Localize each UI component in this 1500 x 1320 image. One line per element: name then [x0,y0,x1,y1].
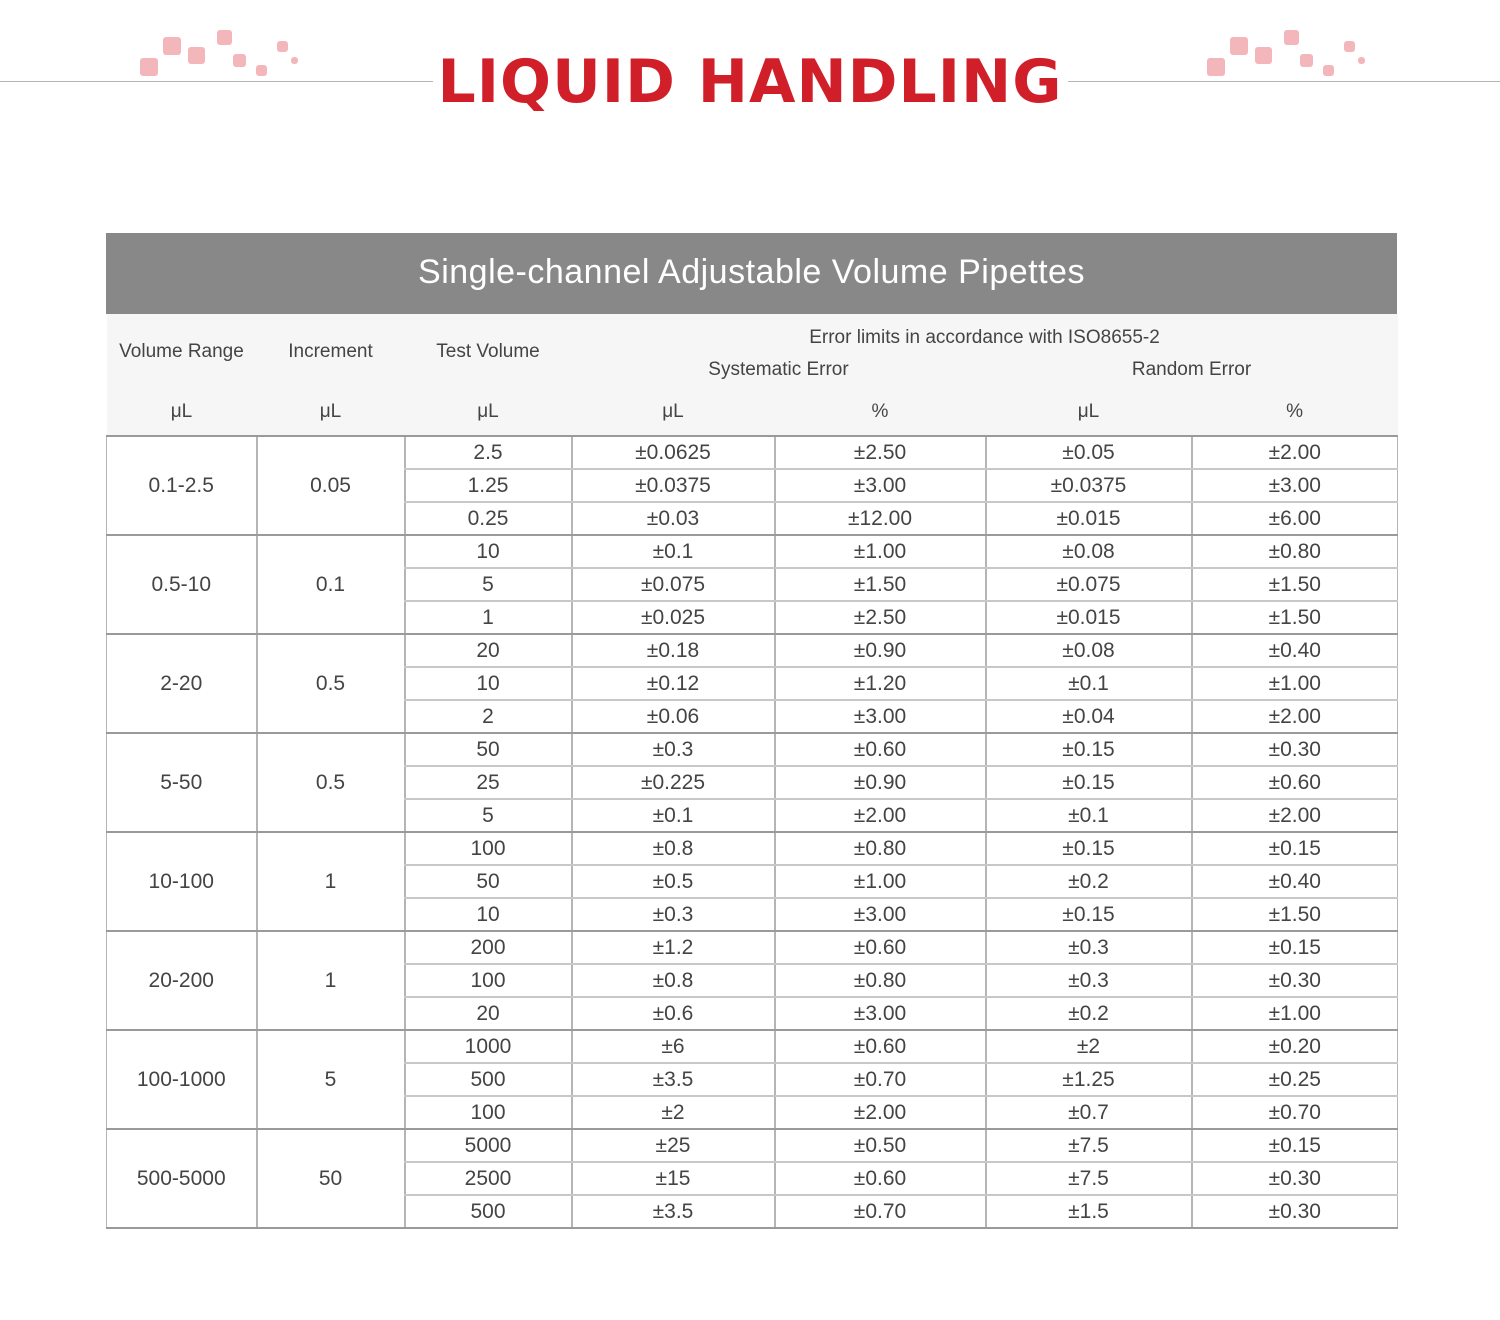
cell-systematic-pct: ±0.60 [775,733,986,766]
cell-random-pct: ±0.40 [1192,865,1398,898]
cell-random-pct: ±0.40 [1192,634,1398,667]
cell-test-volume: 5000 [405,1129,572,1162]
cell-increment: 1 [257,832,405,931]
cell-random-ul: ±0.3 [986,964,1192,997]
cell-random-ul: ±0.08 [986,634,1192,667]
table-title: Single-channel Adjustable Volume Pipettes [106,233,1397,314]
cell-test-volume: 1000 [405,1030,572,1063]
cell-systematic-pct: ±1.50 [775,568,986,601]
cell-systematic-pct: ±12.00 [775,502,986,535]
cell-systematic-pct: ±0.50 [775,1129,986,1162]
cell-volume-range: 5-50 [107,733,257,832]
unit-random-pct: % [1192,389,1398,436]
cell-systematic-ul: ±3.5 [572,1063,775,1096]
cell-test-volume: 2 [405,700,572,733]
spec-table [106,314,1398,1229]
cell-volume-range: 0.5-10 [107,535,257,634]
cell-random-ul: ±0.2 [986,865,1192,898]
cell-systematic-pct: ±0.70 [775,1063,986,1096]
cell-random-ul: ±2 [986,1030,1192,1063]
cell-systematic-ul: ±0.0375 [572,469,775,502]
unit-volume-range: μL [107,389,257,436]
header-volume-range: Volume Range [107,314,257,389]
cell-random-pct: ±2.00 [1192,436,1398,469]
cell-test-volume: 100 [405,1096,572,1129]
cell-random-pct: ±0.15 [1192,832,1398,865]
table-row [107,535,1398,568]
cell-volume-range: 500-5000 [107,1129,257,1228]
cell-test-volume: 25 [405,766,572,799]
cell-random-pct: ±0.15 [1192,931,1398,964]
cell-test-volume: 5 [405,568,572,601]
cell-systematic-ul: ±0.5 [572,865,775,898]
unit-systematic-pct: % [775,389,986,436]
header-error-limits: Error limits in accordance with ISO8655-2 [572,314,1398,351]
cell-systematic-pct: ±3.00 [775,898,986,931]
cell-test-volume: 1 [405,601,572,634]
header-random-error: Random Error [986,351,1398,389]
cell-systematic-ul: ±15 [572,1162,775,1195]
cell-systematic-ul: ±0.3 [572,898,775,931]
cell-systematic-pct: ±0.60 [775,1162,986,1195]
cell-random-pct: ±0.30 [1192,1195,1398,1228]
unit-test-volume: μL [405,389,572,436]
cell-systematic-ul: ±6 [572,1030,775,1063]
cell-test-volume: 200 [405,931,572,964]
cell-systematic-pct: ±3.00 [775,997,986,1030]
cell-volume-range: 100-1000 [107,1030,257,1129]
cell-random-ul: ±0.2 [986,997,1192,1030]
cell-random-ul: ±0.15 [986,766,1192,799]
table-row [107,931,1398,964]
cell-test-volume: 20 [405,997,572,1030]
cell-test-volume: 20 [405,634,572,667]
cell-random-pct: ±2.00 [1192,700,1398,733]
cell-random-pct: ±6.00 [1192,502,1398,535]
cell-random-ul: ±0.015 [986,502,1192,535]
cell-systematic-ul: ±0.025 [572,601,775,634]
cell-random-ul: ±0.1 [986,667,1192,700]
cell-systematic-pct: ±0.80 [775,832,986,865]
cell-volume-range: 10-100 [107,832,257,931]
cell-systematic-ul: ±0.8 [572,832,775,865]
cell-random-ul: ±1.25 [986,1063,1192,1096]
cell-systematic-ul: ±0.1 [572,799,775,832]
cell-systematic-ul: ±0.0625 [572,436,775,469]
cell-increment: 1 [257,931,405,1030]
cell-systematic-pct: ±0.60 [775,931,986,964]
cell-random-pct: ±1.50 [1192,898,1398,931]
cell-random-pct: ±1.50 [1192,601,1398,634]
cell-systematic-pct: ±0.70 [775,1195,986,1228]
cell-systematic-pct: ±2.00 [775,799,986,832]
cell-random-ul: ±0.15 [986,733,1192,766]
cell-random-pct: ±1.00 [1192,667,1398,700]
cell-random-pct: ±3.00 [1192,469,1398,502]
cell-increment: 0.1 [257,535,405,634]
cell-random-ul: ±0.08 [986,535,1192,568]
cell-systematic-ul: ±2 [572,1096,775,1129]
cell-systematic-pct: ±2.00 [775,1096,986,1129]
cell-random-pct: ±2.00 [1192,799,1398,832]
page-title: LIQUID HANDLING [437,47,1063,117]
cell-random-pct: ±0.25 [1192,1063,1398,1096]
cell-test-volume: 50 [405,865,572,898]
cell-systematic-pct: ±1.20 [775,667,986,700]
pipette-spec-table [106,233,1397,1229]
cell-test-volume: 50 [405,733,572,766]
cell-systematic-ul: ±0.06 [572,700,775,733]
cell-random-pct: ±0.70 [1192,1096,1398,1129]
cell-increment: 5 [257,1030,405,1129]
cell-random-ul: ±0.7 [986,1096,1192,1129]
cell-random-pct: ±0.80 [1192,535,1398,568]
cell-increment: 0.05 [257,436,405,535]
cell-systematic-pct: ±0.80 [775,964,986,997]
cell-test-volume: 2.5 [405,436,572,469]
unit-increment: μL [257,389,405,436]
cell-systematic-pct: ±0.90 [775,634,986,667]
cell-random-ul: ±7.5 [986,1129,1192,1162]
cell-random-ul: ±0.015 [986,601,1192,634]
header-increment: Increment [257,314,405,389]
cell-systematic-ul: ±0.3 [572,733,775,766]
cell-test-volume: 1.25 [405,469,572,502]
cell-systematic-ul: ±0.225 [572,766,775,799]
cell-increment: 0.5 [257,634,405,733]
cell-random-ul: ±0.04 [986,700,1192,733]
cell-random-ul: ±0.05 [986,436,1192,469]
unit-random-ul: μL [986,389,1192,436]
table-row [107,1129,1398,1162]
cell-random-ul: ±0.15 [986,898,1192,931]
cell-test-volume: 10 [405,535,572,568]
cell-random-ul: ±0.3 [986,931,1192,964]
table-row [107,832,1398,865]
cell-systematic-ul: ±0.18 [572,634,775,667]
cell-test-volume: 2500 [405,1162,572,1195]
cell-random-ul: ±0.1 [986,799,1192,832]
header-test-volume: Test Volume [405,314,572,389]
cell-systematic-ul: ±0.075 [572,568,775,601]
cell-random-ul: ±7.5 [986,1162,1192,1195]
cell-random-pct: ±0.30 [1192,1162,1398,1195]
cell-systematic-ul: ±0.1 [572,535,775,568]
cell-systematic-ul: ±0.03 [572,502,775,535]
cell-random-ul: ±0.075 [986,568,1192,601]
cell-test-volume: 10 [405,667,572,700]
cell-systematic-ul: ±25 [572,1129,775,1162]
header-systematic-error: Systematic Error [572,351,986,389]
cell-systematic-pct: ±3.00 [775,469,986,502]
cell-random-pct: ±0.20 [1192,1030,1398,1063]
table-row [107,436,1398,469]
table-row [107,634,1398,667]
cell-systematic-pct: ±2.50 [775,601,986,634]
table-row [107,1030,1398,1063]
cell-test-volume: 5 [405,799,572,832]
cell-systematic-pct: ±2.50 [775,436,986,469]
cell-test-volume: 500 [405,1063,572,1096]
cell-systematic-pct: ±0.90 [775,766,986,799]
cell-systematic-ul: ±0.6 [572,997,775,1030]
cell-random-pct: ±0.60 [1192,766,1398,799]
cell-random-pct: ±0.30 [1192,733,1398,766]
cell-systematic-pct: ±3.00 [775,700,986,733]
cell-test-volume: 0.25 [405,502,572,535]
cell-volume-range: 0.1-2.5 [107,436,257,535]
cell-volume-range: 2-20 [107,634,257,733]
cell-systematic-ul: ±0.12 [572,667,775,700]
cell-systematic-pct: ±0.60 [775,1030,986,1063]
cell-volume-range: 20-200 [107,931,257,1030]
cell-increment: 0.5 [257,733,405,832]
unit-systematic-ul: μL [572,389,775,436]
cell-random-ul: ±1.5 [986,1195,1192,1228]
cell-systematic-ul: ±0.8 [572,964,775,997]
cell-systematic-ul: ±1.2 [572,931,775,964]
cell-random-ul: ±0.0375 [986,469,1192,502]
table-body [107,436,1398,1228]
cell-random-pct: ±0.15 [1192,1129,1398,1162]
cell-systematic-ul: ±3.5 [572,1195,775,1228]
cell-systematic-pct: ±1.00 [775,535,986,568]
cell-random-ul: ±0.15 [986,832,1192,865]
cell-test-volume: 500 [405,1195,572,1228]
cell-random-pct: ±1.50 [1192,568,1398,601]
table-row [107,733,1398,766]
cell-random-pct: ±1.00 [1192,997,1398,1030]
cell-test-volume: 100 [405,832,572,865]
cell-test-volume: 100 [405,964,572,997]
cell-test-volume: 10 [405,898,572,931]
cell-systematic-pct: ±1.00 [775,865,986,898]
cell-random-pct: ±0.30 [1192,964,1398,997]
cell-increment: 50 [257,1129,405,1228]
